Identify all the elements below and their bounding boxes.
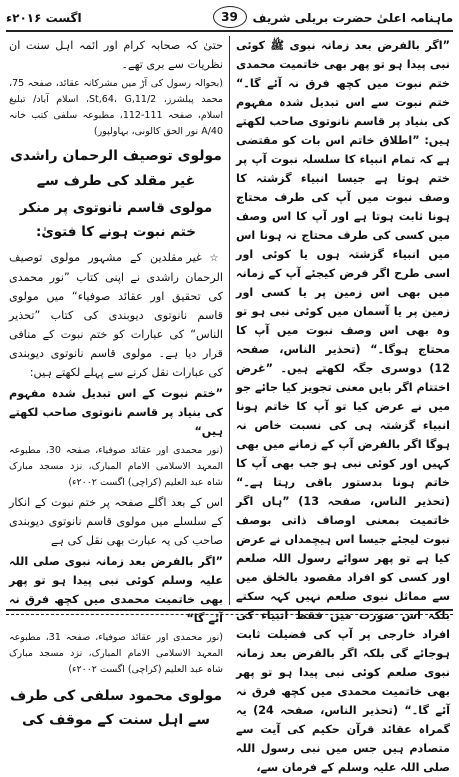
text-columns <box>6 36 453 774</box>
paragraph-1-text: غیر مقلدین کے مشہور مولوی توصیف الرحمان راشدی نے اپنی کتاب ”نور محمدی کی تحقیق اور عقائد صوفیاء“ میں مولوی قاسم نانوتوی دیوبندی کی کتاب ”تحذیر الناس“ کی عبارات کو ختم نبوت کے منافی قرار دیا ہے۔ مولوی قاسم نانوتوی دیوبندی کی عبارات نقل کرنے سے پہلے لکھتے ہیں: <box>9 251 223 379</box>
column-divider <box>229 36 230 605</box>
paragraph-1 <box>9 248 223 382</box>
issue-date: اگست ۲۰۱۶ء <box>6 11 82 25</box>
star-icon: ☆ <box>201 253 223 264</box>
reference-note-2: (نور محمدی اور عقائد صوفیاء، صفحہ 30، مطبوعہ المعہد الاسلامی الامام المبارک، نزد مسجد مبارک شاہ عبد العلیم (کراچی) اگست ۲۰۰۲ء) <box>9 445 223 488</box>
closing-heading: مولوی محمود سلفی کی طرف سے اہل سنت کے موقف کی <box>9 688 223 728</box>
section-heading: مولوی توصیف الرحمان راشدی غیر مقلد کی طرف سے <box>10 148 222 189</box>
section-subheading: مولوی قاسم نانوتوی پر منکر ختم نبوت ہونے کا فتویٰ: <box>19 200 213 240</box>
left-column <box>6 36 226 728</box>
page-header <box>6 6 453 32</box>
footer-rule <box>6 609 453 615</box>
intro-text: حتیٰ کہ صحابہ کرام اور ائمہ اہل سنت ان نظریات سے بری تھے۔ <box>9 39 223 71</box>
page-number-badge: 39 <box>213 6 247 28</box>
quotation-2: ”اگر بالفرض بعد زمانہ نبوی صلی اللہ علیہ وسلم کوئی نبی پیدا ہو تو پھر بھی خاتمیت محمدی میں کچھ فرق نہ آئے گا“ <box>9 555 223 625</box>
right-column-text: ”اگر بالفرض بعد زمانہ نبوی ﷺ کوئی نبی پیدا ہو تو پھر بھی خاتمیت محمدی ختم نبوت میں کچھ فرق نہ آئے گا۔“ ختم نبوت سے اس تبدیل شدہ مفہوم کی بنیاد پر قاسم نانوتوی صاحب لکھتے ہیں: ”اطلاق خاتم اس بات کو مقتضی ہے کہ تمام انبیاء کا سلسلہ نبوت آپ پر ختم ہوتا ہے جیسا انبیاء گزشتہ کا وصف نبوت میں آپ کی طرف محتاج ہونا ثابت ہوتا ہے اور آپ کا اس وصف میں کسی کی طرف محتاج نہ ہونا اس میں انبیاء گزشتہ ہوں یا کوئی اور اسی طرح اگر فرض کیجئے آپ کے زمانہ میں بھی اس زمین پر یا کسی اور زمین پر یا آسمان میں کوئی نبی ہو تو وہ بھی اس وصف نبوت میں آپ کا محتاج ہوگا۔“ (تحذیر الناس، صفحہ 12) دوسری جگہ لکھتے ہیں۔ ”غرض اختتام اگر بایں معنی تجویز کیا جائے جو میں نے عرض کیا تو آپ کا خاتم ہونا انبیاء گزشتہ ہی کی نسبت خاص نہ ہوگا اگر بالفرض آپ کے زمانے میں بھی کہیں اور کوئی نبی ہو جب بھی آپ کا خاتم ہونا بدستور باقی رہتا ہے۔“ (تحذیر الناس، صفحہ 13) ”ہاں اگر خاتمیت بمعنی اوصاف ذاتی بوصف نبوت لیجئے جیسا اس ہیچمداں نے عرض کیا ہے تو پھر سوائے رسول اللہ صلعم اور کسی کو افراد مقصود بالخلق میں سے مماثل نبوی صلعم نہیں کہہ سکتے بلکہ اس صورت میں فقط انبیاء کی افراد خارجی پر آپ کی فضیلت ثابت ہوجائے گی بلکہ اگر بالفرض بعد زمانہ نبوی صلعم کوئی نبی پیدا ہو تو پھر بھی خاتمیت محمدی میں کچھ فرق نہ آئے گا۔“ (تحذیر الناس، صفحہ 24) یہ گمراہ عقائد قرآن حکیم کی آیت سے متصادم ہیں جس میں نبی رسول اللہ صلی اللہ علیہ وسلم کے فرمان سے، <box>236 39 450 774</box>
reference-note-3: (نور محمدی اور عقائد صوفیاء، صفحہ 31، مطبوعہ المعہد الاسلامی الامام المبارک، نزد مسجد مبارک شاہ عبد العلیم (کراچی) اگست ۲۰۰۲ء) <box>9 632 223 675</box>
quotation-1: ”ختم نبوت کے اس تبدیل شدہ مفہوم کی بنیاد پر قاسم نانوتوی صاحب لکھتے ہیں“ <box>9 387 223 438</box>
paragraph-2: اس کے بعد اگلے صفحہ پر ختم نبوت کے انکار کے سلسلے میں مولوی قاسم نانوتوی دیوبندی صاحب کی یہ عبارت بھی نقل کی ہے <box>9 496 223 547</box>
magazine-title: ماہنامہ اعلیٰ حضرت بریلی شریف <box>252 11 453 25</box>
reference-note-1: (بحوالہ رسول کی آڑ میں مشرکانہ عقائد، صفحہ 75، محمد پبلشرز، St,64، G,11/2، اسلام آباد/ تبلیغ اسلام، صفحہ 111-112، مطبوعہ سلفی کتب خانہ 40/A نور الحق کالونی، بہاولپور) <box>9 78 224 137</box>
right-column <box>233 36 453 774</box>
